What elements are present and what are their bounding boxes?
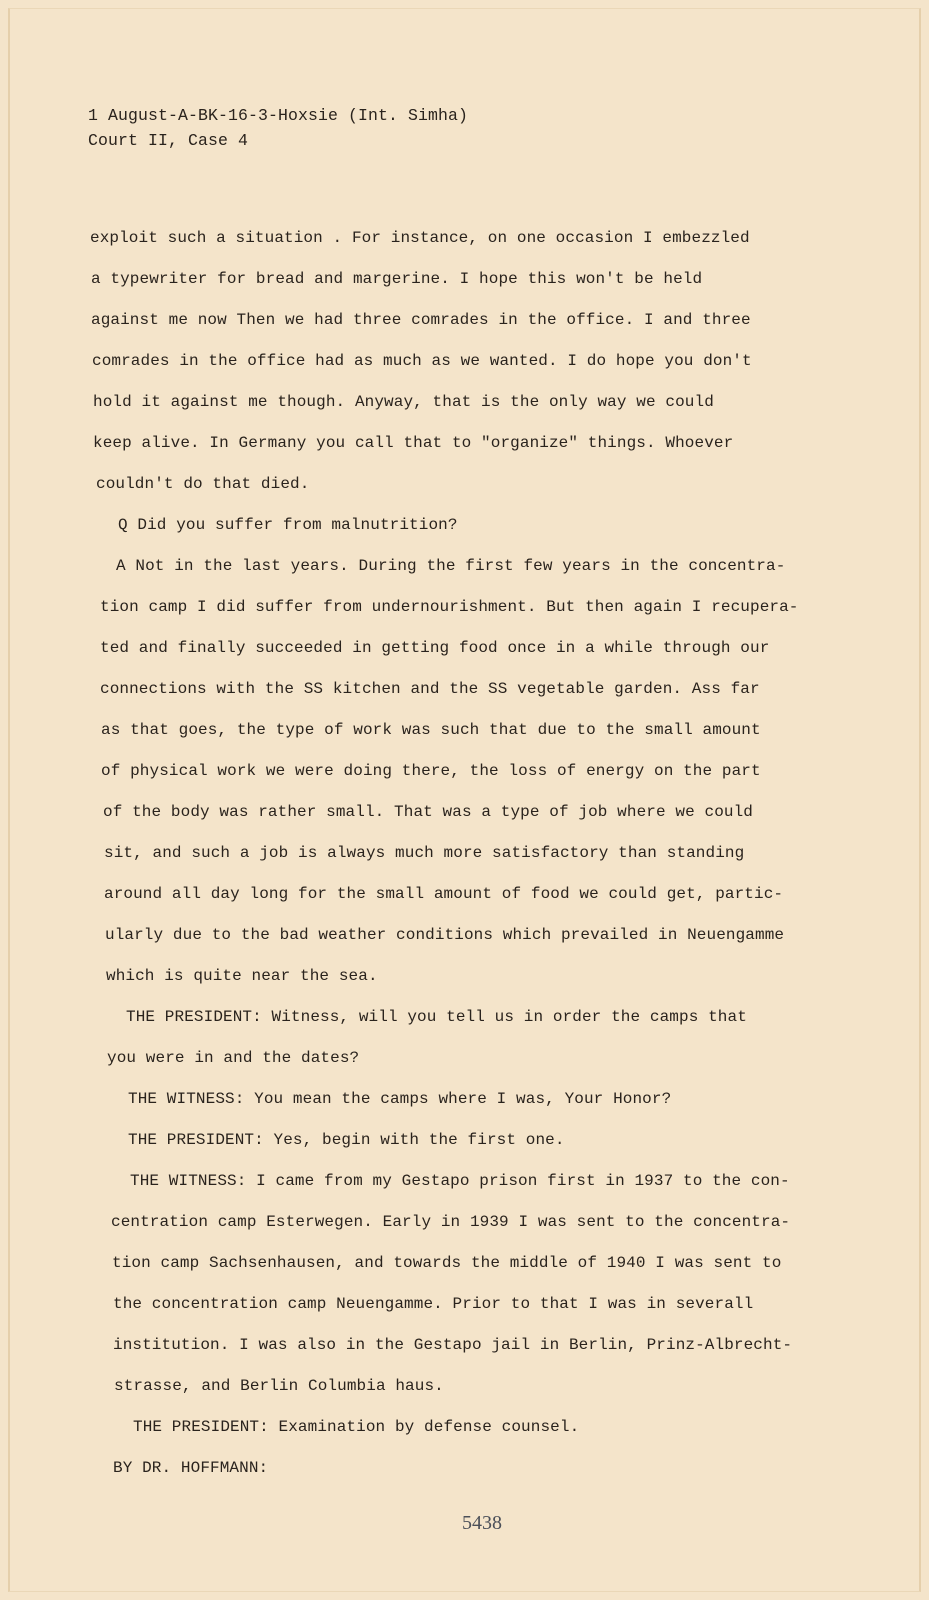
body-line-4: comrades in the office had as much as we wanted. I do hope you don't bbox=[92, 352, 752, 370]
witness-answer-line-5: institution. I was also in the Gestapo jail in Berlin, Prinz-Albrecht- bbox=[113, 1336, 793, 1354]
question-line: Q Did you suffer from malnutrition? bbox=[118, 516, 458, 534]
answer-line-6: of physical work we were doing there, the loss of energy on the part bbox=[101, 762, 761, 780]
answer-line-1: A Not in the last years. During the first few years in the concentra- bbox=[116, 557, 786, 575]
president-reply-line: THE PRESIDENT: Yes, begin with the first one. bbox=[128, 1131, 565, 1149]
answer-line-4: connections with the SS kitchen and the SS vegetable garden. Ass far bbox=[100, 680, 760, 698]
header-line-1: 1 August-A-BK-16-3-Hoxsie (Int. Simha) bbox=[88, 106, 469, 125]
president-instruction-line: THE PRESIDENT: Examination by defense counsel. bbox=[133, 1418, 580, 1436]
answer-line-11: which is quite near the sea. bbox=[106, 967, 378, 985]
header-line-2: Court II, Case 4 bbox=[88, 131, 249, 150]
body-line-7: couldn't do that died. bbox=[96, 475, 310, 493]
body-line-3: against me now Then we had three comrades in the office. I and three bbox=[91, 311, 751, 329]
witness-reply-line: THE WITNESS: You mean the camps where I was, Your Honor? bbox=[128, 1090, 672, 1108]
examiner-heading: BY DR. HOFFMANN: bbox=[113, 1459, 269, 1477]
answer-line-7: of the body was rather small. That was a type of job where we could bbox=[103, 803, 754, 821]
answer-line-8: sit, and such a job is always much more satisfactory than standing bbox=[104, 844, 745, 862]
witness-answer-line-2: centration camp Esterwegen. Early in 1939 I was sent to the concentra- bbox=[111, 1213, 791, 1231]
body-line-2: a typewriter for bread and margerine. I hope this won't be held bbox=[91, 270, 703, 288]
witness-answer-line-3: tion camp Sachsenhausen, and towards the middle of 1940 I was sent to bbox=[112, 1254, 782, 1272]
answer-line-3: ted and finally succeeded in getting food once in a while through our bbox=[100, 639, 770, 657]
answer-line-9: around all day long for the small amount of food we could get, partic- bbox=[104, 885, 784, 903]
witness-answer-line-6: strasse, and Berlin Columbia haus. bbox=[114, 1377, 444, 1395]
president-question-line-2: you were in and the dates? bbox=[107, 1049, 360, 1067]
body-line-5: hold it against me though. Anyway, that is the only way we could bbox=[93, 393, 714, 411]
body-line-6: keep alive. In Germany you call that to "organize" things. Whoever bbox=[93, 434, 734, 452]
body-line-1: exploit such a situation . For instance, on one occasion I embezzled bbox=[90, 229, 750, 247]
answer-line-2: tion camp I did suffer from undernourishment. But then again I recupera- bbox=[100, 598, 799, 616]
witness-answer-line-1: THE WITNESS: I came from my Gestapo prison first in 1937 to the con- bbox=[130, 1172, 790, 1190]
president-question-line-1: THE PRESIDENT: Witness, will you tell us in order the camps that bbox=[126, 1008, 747, 1026]
answer-line-10: ularly due to the bad weather conditions which prevailed in Neuengamme bbox=[105, 926, 785, 944]
witness-answer-line-4: the concentration camp Neuengamme. Prior to that I was in severall bbox=[113, 1295, 754, 1313]
answer-line-5: as that goes, the type of work was such that due to the small amount bbox=[101, 721, 761, 739]
page-number: 5438 bbox=[462, 1512, 502, 1534]
